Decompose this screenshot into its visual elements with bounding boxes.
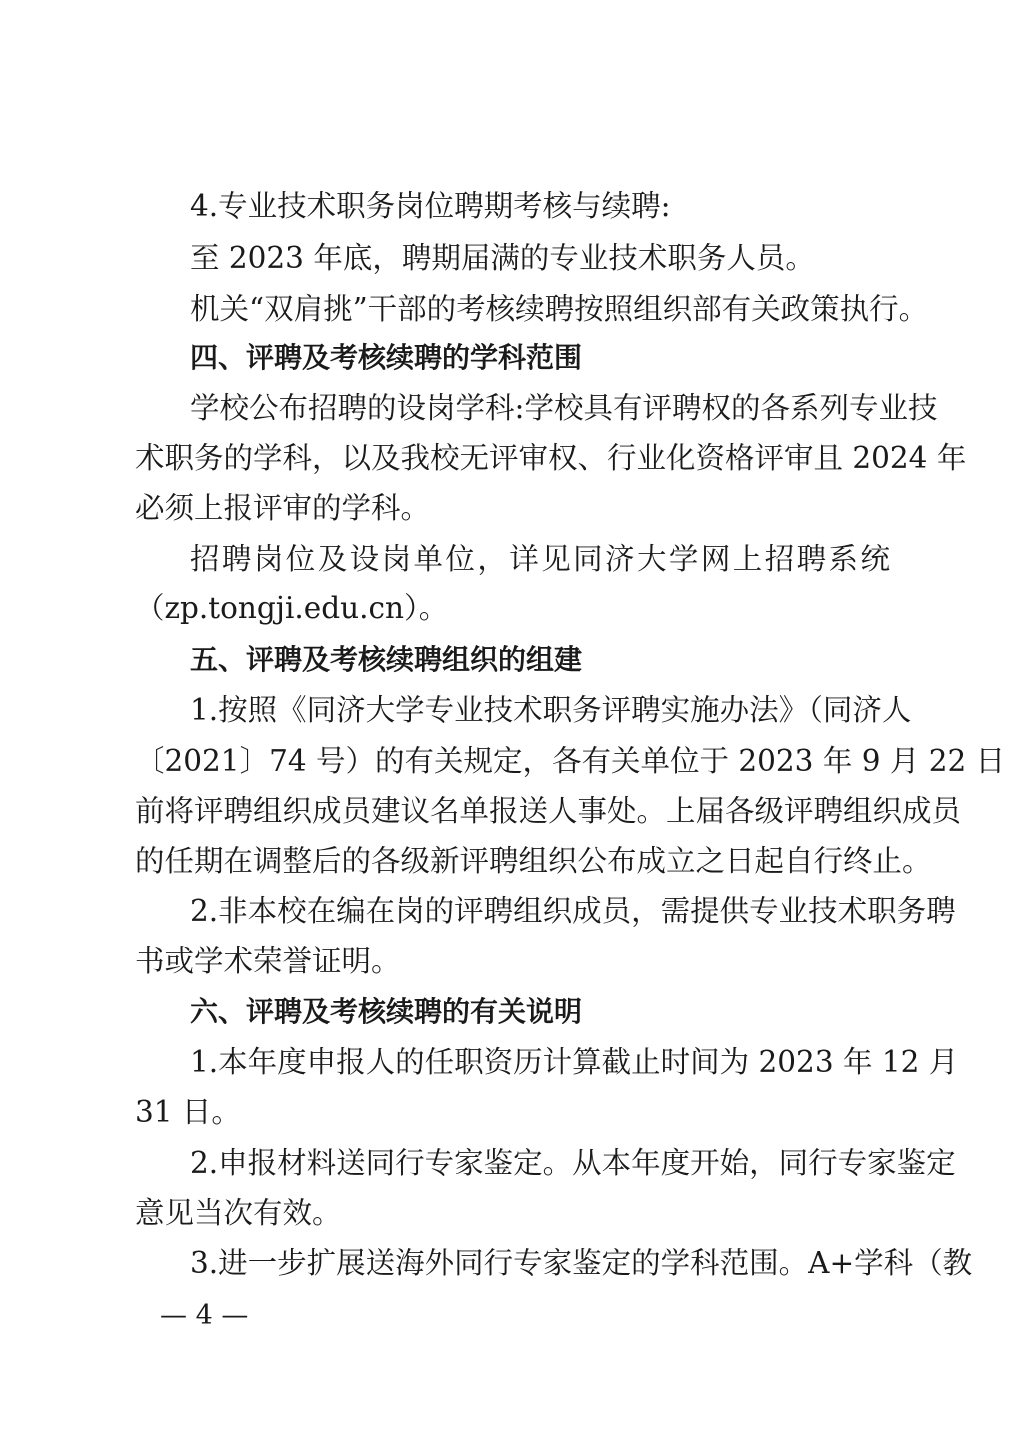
paragraph-line: 2.申报材料送同行专家鉴定。从本年度开始，同行专家鉴定 <box>190 1146 956 1180</box>
paragraph-line: 2.非本校在编在岗的评聘组织成员，需提供专业技术职务聘 <box>190 894 956 928</box>
paragraph-line: 4.专业技术职务岗位聘期考核与续聘: <box>190 189 671 223</box>
paragraph-line: 学校公布招聘的设岗学科:学校具有评聘权的各系列专业技 <box>190 391 938 425</box>
section-heading-5: 五、评聘及考核续聘组织的组建 <box>190 643 583 676</box>
paragraph-line: 招聘岗位及设岗单位，详见同济大学网上招聘系统 <box>190 542 890 576</box>
paragraph-line: 必须上报评审的学科。 <box>135 491 431 525</box>
paragraph-line: 的任期在调整后的各级新评聘组织公布成立之日起自行终止。 <box>135 844 932 878</box>
section-heading-4: 四、评聘及考核续聘的学科范围 <box>190 341 583 374</box>
paragraph-line: 1.本年度申报人的任职资历计算截止时间为 2023 年 12 月 <box>190 1045 959 1079</box>
paragraph-line: 意见当次有效。 <box>135 1196 342 1230</box>
paragraph-line: 书或学术荣誉证明。 <box>135 944 401 978</box>
paragraph-line: 1.按照《同济大学专业技术职务评聘实施办法》（同济人 <box>190 693 912 727</box>
section-heading-6: 六、评聘及考核续聘的有关说明 <box>190 995 583 1028</box>
paragraph-line: 31 日。 <box>135 1095 241 1129</box>
paragraph-line: 机关“双肩挑”干部的考核续聘按照组织部有关政策执行。 <box>190 292 929 326</box>
paragraph-line: 术职务的学科，以及我校无评审权、行业化资格评审且 2024 年 <box>135 441 967 475</box>
paragraph-line: 〔2021〕74 号）的有关规定，各有关单位于 2023 年 9 月 22 日 <box>135 744 1006 778</box>
paragraph-line-url: （zp.tongji.edu.cn）。 <box>135 591 449 625</box>
paragraph-line: 至 2023 年底，聘期届满的专业技术职务人员。 <box>190 241 815 275</box>
page-number: — 4 — <box>160 1300 249 1331</box>
paragraph-line: 前将评聘组织成员建议名单报送人事处。上届各级评聘组织成员 <box>135 794 962 828</box>
paragraph-line: 3.进一步扩展送海外同行专家鉴定的学科范围。A+学科（教 <box>190 1246 973 1280</box>
